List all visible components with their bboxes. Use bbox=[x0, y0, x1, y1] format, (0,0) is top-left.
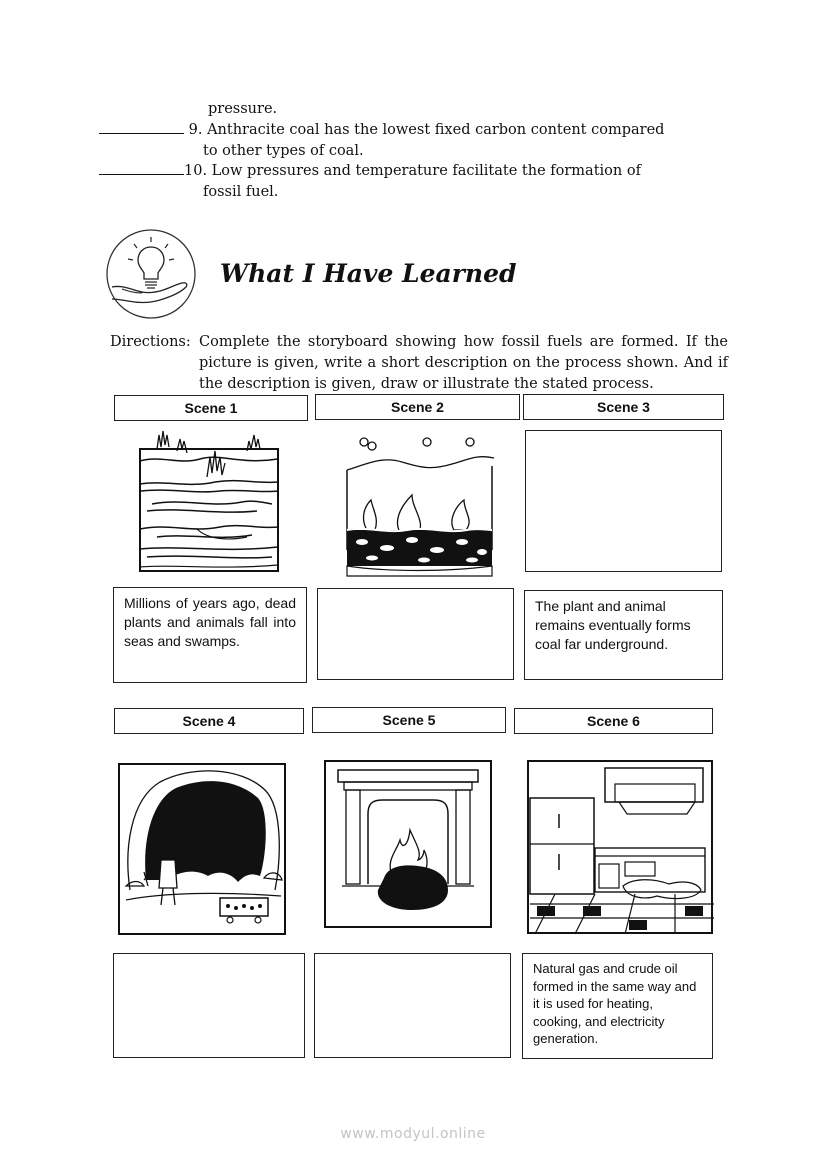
item-9-text: Anthracite coal has the lowest fixed carbon content compared bbox=[207, 122, 665, 138]
section-title: What I Have Learned bbox=[220, 259, 517, 288]
coal-mine-illustration bbox=[116, 760, 288, 938]
item-10-text: Low pressures and temperature facilitate the formation of bbox=[211, 163, 641, 179]
directions-line-2: picture is given, write a short description on the process shown. And if bbox=[199, 355, 728, 371]
item-10-number: 10. bbox=[184, 163, 208, 179]
answer-blank-9[interactable] bbox=[99, 120, 184, 134]
scene-4-header: Scene 4 bbox=[114, 708, 304, 734]
scene-6-description: Natural gas and crude oil formed in the same way and it is used for heating, cooking, and electricity generation. bbox=[522, 953, 713, 1059]
directions-line-1: Complete the storyboard showing how fossil fuels are formed. If the bbox=[199, 334, 728, 350]
scene-3-description: The plant and animal remains eventually forms coal far underground. bbox=[524, 590, 723, 680]
scene-1-description: Millions of years ago, dead plants and animals fall into seas and swamps. bbox=[113, 587, 307, 683]
scene-5-header: Scene 5 bbox=[312, 707, 506, 733]
scene-3-drawing-area[interactable] bbox=[525, 430, 722, 572]
item-9 bbox=[99, 120, 664, 141]
answer-blank-10[interactable] bbox=[99, 161, 184, 175]
item-9-number: 9. bbox=[188, 122, 203, 138]
kitchen-illustration bbox=[525, 758, 715, 936]
scene-2-header: Scene 2 bbox=[315, 394, 520, 420]
fireplace-coal-illustration bbox=[322, 758, 494, 930]
underwater-plants-sediment-illustration bbox=[342, 430, 497, 582]
directions-line-3: the description is given, draw or illustrate the stated process. bbox=[199, 376, 654, 392]
scene-4-description-area[interactable] bbox=[113, 953, 305, 1058]
lightbulb-in-hand-icon bbox=[104, 227, 198, 321]
swamp-landscape-illustration bbox=[137, 429, 282, 577]
item-10 bbox=[99, 161, 641, 182]
scene-2-description-area[interactable] bbox=[317, 588, 514, 680]
item-10-text-line2: fossil fuel. bbox=[203, 184, 279, 200]
item-9-text-line2: to other types of coal. bbox=[203, 143, 364, 159]
watermark-footer: www.modyul.online bbox=[340, 1126, 486, 1142]
scene-5-description-area[interactable] bbox=[314, 953, 511, 1058]
directions-label: Directions: bbox=[110, 334, 191, 350]
scene-1-header: Scene 1 bbox=[114, 395, 308, 421]
scene-6-header: Scene 6 bbox=[514, 708, 713, 734]
item-8-continuation: pressure. bbox=[208, 101, 278, 117]
directions-text bbox=[199, 332, 728, 395]
scene-3-header: Scene 3 bbox=[523, 394, 724, 420]
